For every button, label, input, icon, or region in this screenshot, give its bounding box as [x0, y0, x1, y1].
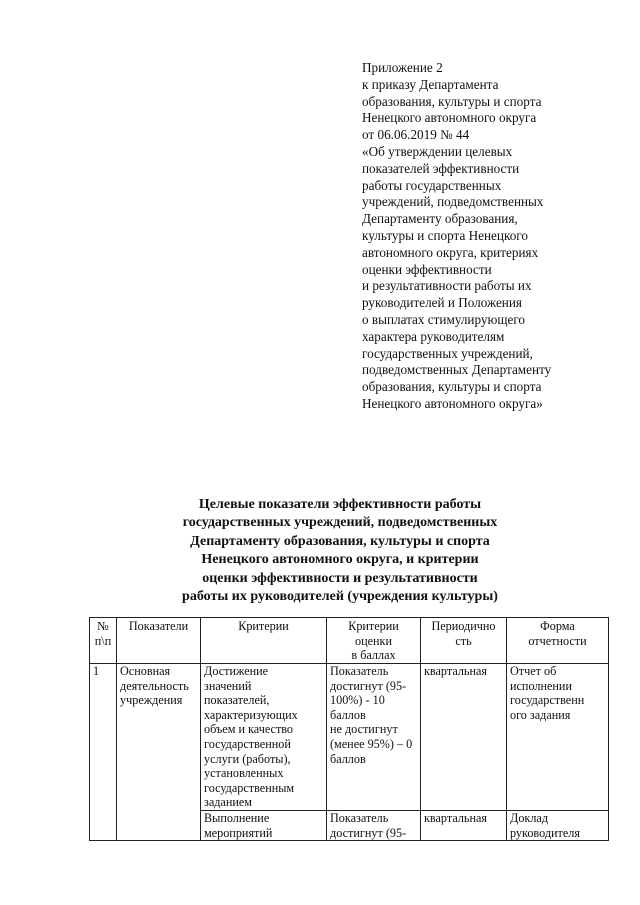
- appendix-line: к приказу Департамента: [362, 76, 499, 92]
- cell-line: Основная: [120, 664, 171, 678]
- cell-criterion: [201, 664, 327, 811]
- cell-line: руководителя: [510, 825, 580, 840]
- cell-line: баллов: [330, 707, 366, 722]
- header-indicators: [117, 618, 201, 664]
- cell-score: [327, 664, 421, 811]
- header-line: п\п: [94, 633, 112, 648]
- appendix-line: показателей эффективности: [362, 160, 520, 176]
- cell-number: [90, 664, 117, 841]
- title-line: государственных учреждений, подведомственных: [182, 515, 498, 531]
- header-line: №: [97, 619, 109, 633]
- cell-line: заданием: [204, 795, 253, 810]
- cell-periodicity: [421, 664, 507, 811]
- appendix-line: государственных учреждений,: [362, 345, 533, 361]
- appendix-line: работы государственных: [362, 177, 502, 193]
- cell-line: Выполнение: [204, 810, 270, 825]
- cell-line: государственн: [510, 693, 585, 708]
- title-line: Целевые показатели эффективности работы: [198, 497, 482, 512]
- cell-line: (менее 95%) – 0: [330, 736, 413, 751]
- header-number: [90, 618, 117, 664]
- appendix-line: автономного округа, критериях: [362, 244, 539, 260]
- title-line: работы их руководителей (учреждения культуры): [182, 589, 498, 605]
- cell-line: 100%) - 10: [330, 693, 385, 708]
- cell-line: квартальная: [424, 810, 488, 825]
- header-line: Периодично: [431, 619, 496, 633]
- cell-line: Отчет об: [510, 664, 557, 678]
- appendix-line: и результативности работы их: [362, 278, 532, 294]
- appendix-line: образования, культуры и спорта: [362, 379, 542, 395]
- appendix-line: Ненецкого автономного округа: [362, 110, 537, 126]
- cell-line: деятельность: [120, 678, 189, 693]
- appendix-line: руководителей и Положения: [362, 295, 522, 311]
- appendix-line: образования, культуры и спорта: [362, 93, 542, 109]
- cell-line: установленных: [204, 766, 284, 781]
- title-line: оценки эффективности и результативности: [202, 570, 478, 586]
- header-criteria: [201, 618, 327, 664]
- appendix-line: культуры и спорта Ненецкого: [362, 227, 528, 243]
- appendix-line: о выплатах стимулирующего: [362, 311, 526, 327]
- appendix-block: [362, 60, 622, 413]
- cell-line: Показатель: [330, 810, 389, 825]
- cell-line: достигнут (95-: [330, 678, 407, 693]
- cell-line: объем и качество: [204, 722, 294, 737]
- cell-line: квартальная: [424, 664, 488, 678]
- header-report-form: [507, 618, 609, 664]
- appendix-line: от 06.06.2019 № 44: [362, 127, 470, 143]
- table-row: [90, 664, 609, 811]
- header-periodicity: [421, 618, 507, 664]
- appendix-line: Приложение 2: [362, 60, 443, 75]
- cell-line: значений: [204, 678, 252, 693]
- appendix-line: Департаменту образования,: [362, 211, 518, 227]
- cell-line: ого задания: [510, 707, 571, 722]
- appendix-line: оценки эффективности: [362, 261, 492, 277]
- appendix-line: Ненецкого автономного округа»: [362, 395, 543, 411]
- cell-report-form: [507, 810, 609, 840]
- cell-line: Показатель: [330, 664, 389, 678]
- cell-line: мероприятий: [204, 825, 273, 840]
- header-line: оценки: [355, 633, 392, 648]
- header-line: Показатели: [128, 619, 189, 633]
- cell-line: услуги (работы),: [204, 751, 291, 766]
- cell-line: исполнении: [510, 678, 572, 693]
- cell-line: Доклад: [510, 810, 549, 825]
- cell-criterion: [201, 810, 327, 840]
- header-line: в баллах: [351, 648, 396, 663]
- header-line: Критерии: [238, 619, 289, 633]
- header-line: отчетности: [528, 633, 587, 648]
- appendix-line: «Об утверждении целевых: [362, 143, 513, 159]
- cell-line: показателей,: [204, 693, 270, 708]
- document-title: [80, 496, 600, 606]
- appendix-line: подведомственных Департаменту: [362, 362, 552, 378]
- cell-periodicity: [421, 810, 507, 840]
- table-header-row: [90, 618, 609, 664]
- cell-indicator: [117, 664, 201, 841]
- cell-score: [327, 810, 421, 840]
- cell-line: государственным: [204, 780, 295, 795]
- cell-line: баллов: [330, 751, 366, 766]
- cell-line: государственной: [204, 736, 291, 751]
- appendix-line: учреждений, подведомственных: [362, 194, 544, 210]
- header-line: сть: [455, 633, 472, 648]
- header-line: Форма: [540, 619, 575, 633]
- cell-line: учреждения: [120, 693, 183, 708]
- cell-line: Достижение: [204, 664, 269, 678]
- cell-report-form: [507, 664, 609, 811]
- cell-line: 1: [93, 664, 100, 678]
- cell-line: достигнут (95-: [330, 825, 407, 840]
- header-line: Критерии: [348, 619, 399, 633]
- header-score: [327, 618, 421, 664]
- title-line: Департаменту образования, культуры и спорта: [190, 533, 490, 549]
- criteria-table: [89, 617, 609, 841]
- title-line: Ненецкого автономного округа, и критерии: [201, 552, 479, 568]
- cell-line: не достигнут: [330, 722, 398, 737]
- cell-line: характеризующих: [204, 707, 298, 722]
- appendix-line: характера руководителям: [362, 328, 505, 344]
